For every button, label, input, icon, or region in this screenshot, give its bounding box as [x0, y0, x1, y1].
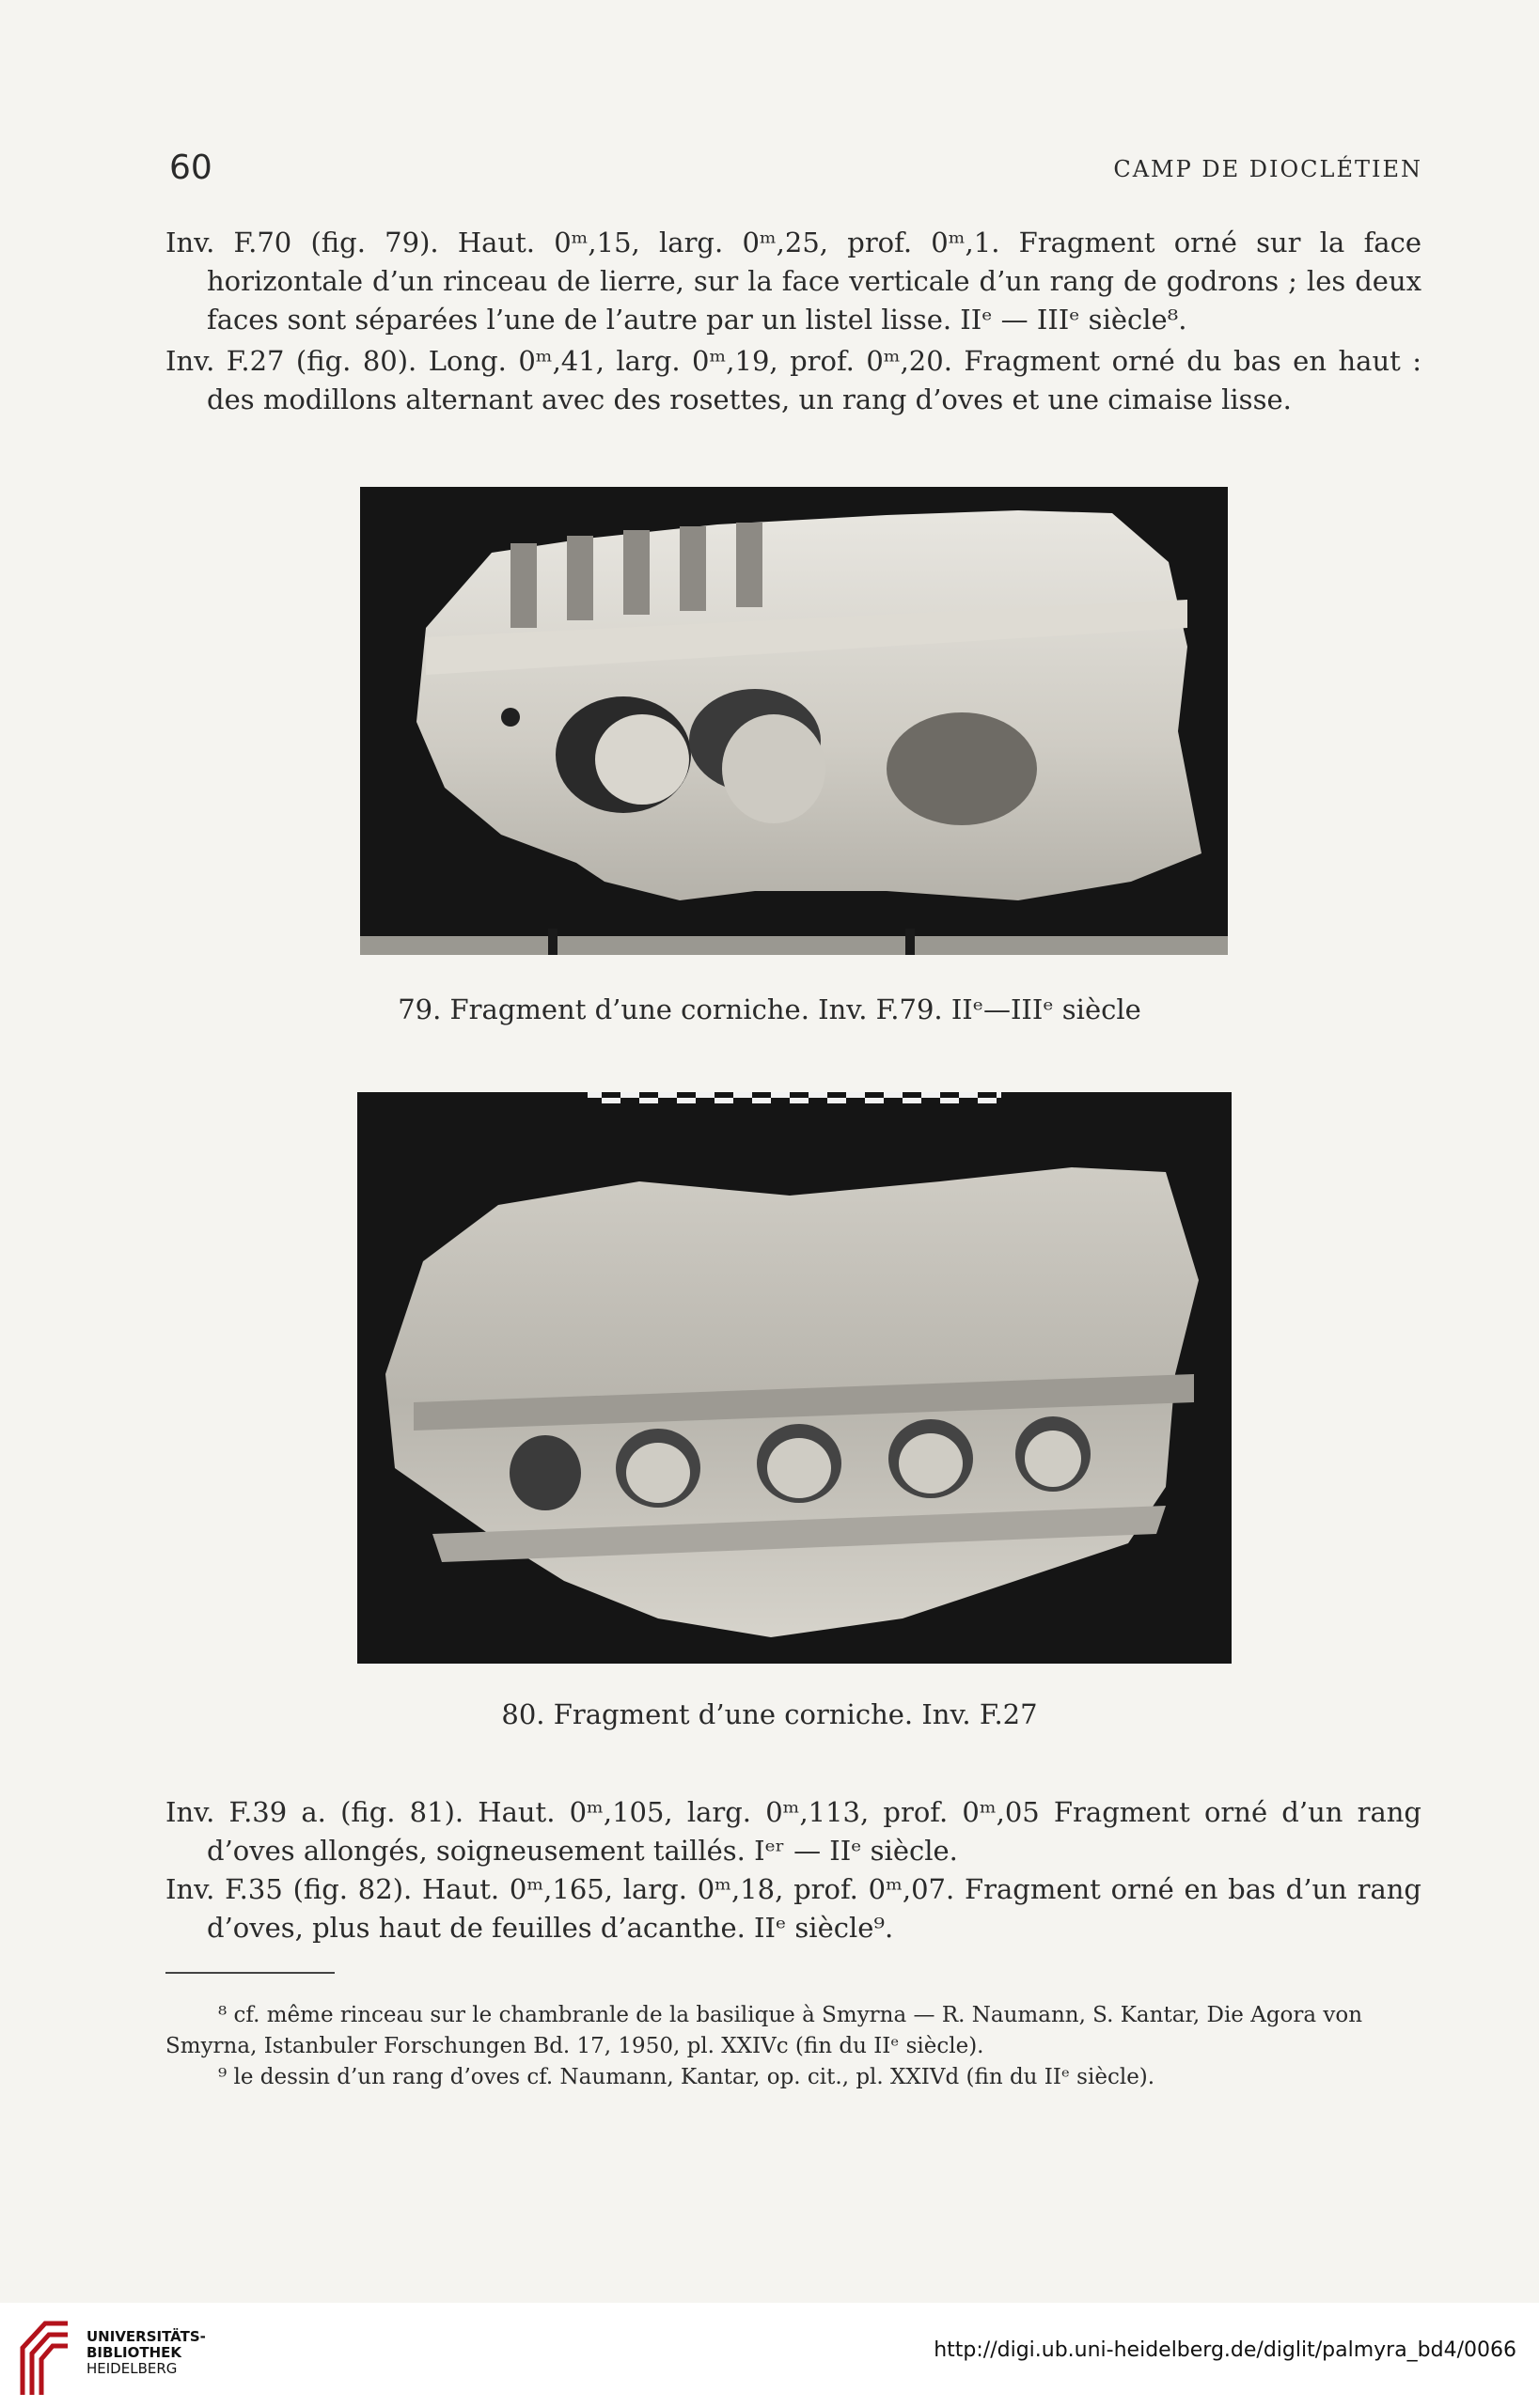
- page-number: 60: [169, 149, 212, 187]
- library-name-line-2: BIBLIOTHEK: [86, 2344, 181, 2361]
- footnote-8: ⁸ cf. même rinceau sur le chambranle de la basilique à Smyrna — R. Naumann, S. Kantar, Die Agora von Smyrna, Istanbuler Forschungen Bd. 17, 1950, pl. XXIVc (fin du IIᵉ siècle).: [165, 2003, 1363, 2058]
- catalog-entry-f39a: Inv. F.39 a. (fig. 81). Haut. 0ᵐ,105, larg. 0ᵐ,113, prof. 0ᵐ,05 Fragment orné d’un rang d’oves allongés, soigneusement taillés. Iᵉʳ — IIᵉ siècle.: [165, 1796, 1421, 1867]
- figure-79-caption: 79. Fragment d’une corniche. Inv. F.79. IIᵉ—IIIᵉ siècle: [398, 993, 1141, 1025]
- cornice-fragment-79-image: [360, 487, 1228, 955]
- library-name-line-3: HEIDELBERG: [86, 2360, 178, 2377]
- library-name: [86, 2329, 206, 2377]
- catalog-entry-f27: Inv. F.27 (fig. 80). Long. 0ᵐ,41, larg. 0ᵐ,19, prof. 0ᵐ,20. Fragment orné du bas en haut : des modillons alternant avec des rosettes, un rang d’oves et une cimaise lisse.: [165, 345, 1421, 415]
- running-head: CAMP DE DIOCLÉTIEN: [1113, 156, 1422, 182]
- footnote-rule: [165, 1972, 335, 1974]
- figure-80-caption: 80. Fragment d’une corniche. Inv. F.27: [501, 1698, 1038, 1730]
- cornice-fragment-80-image: [357, 1092, 1232, 1664]
- footnote-9: ⁹ le dessin d’un rang d’oves cf. Naumann, Kantar, op. cit., pl. XXIVd (fin du IIᵉ siècle).: [218, 2065, 1155, 2089]
- figure-79-photo: [360, 487, 1228, 955]
- catalog-entry-f35: Inv. F.35 (fig. 82). Haut. 0ᵐ,165, larg. 0ᵐ,18, prof. 0ᵐ,07. Fragment orné en bas d’un rang d’oves, plus haut de feuilles d’acanthe. IIᵉ siècle⁹.: [165, 1873, 1421, 1944]
- source-url-link[interactable]: http://digi.ub.uni-heidelberg.de/diglit/palmyra_bd4/0066: [934, 2338, 1516, 2362]
- ub-heidelberg-logo-icon: [17, 2310, 73, 2400]
- figure-80-photo: [357, 1092, 1232, 1664]
- library-name-line-1: UNIVERSITÄTS-: [86, 2328, 206, 2345]
- catalog-entry-f70: Inv. F.70 (fig. 79). Haut. 0ᵐ,15, larg. 0ᵐ,25, prof. 0ᵐ,1. Fragment orné sur la face horizontale d’un rinceau de lierre, sur la face verticale d’un rang de godrons ; les deux faces sont séparées l’une de l’autre par un listel lisse. IIᵉ — IIIᵉ siècle⁸.: [165, 227, 1421, 336]
